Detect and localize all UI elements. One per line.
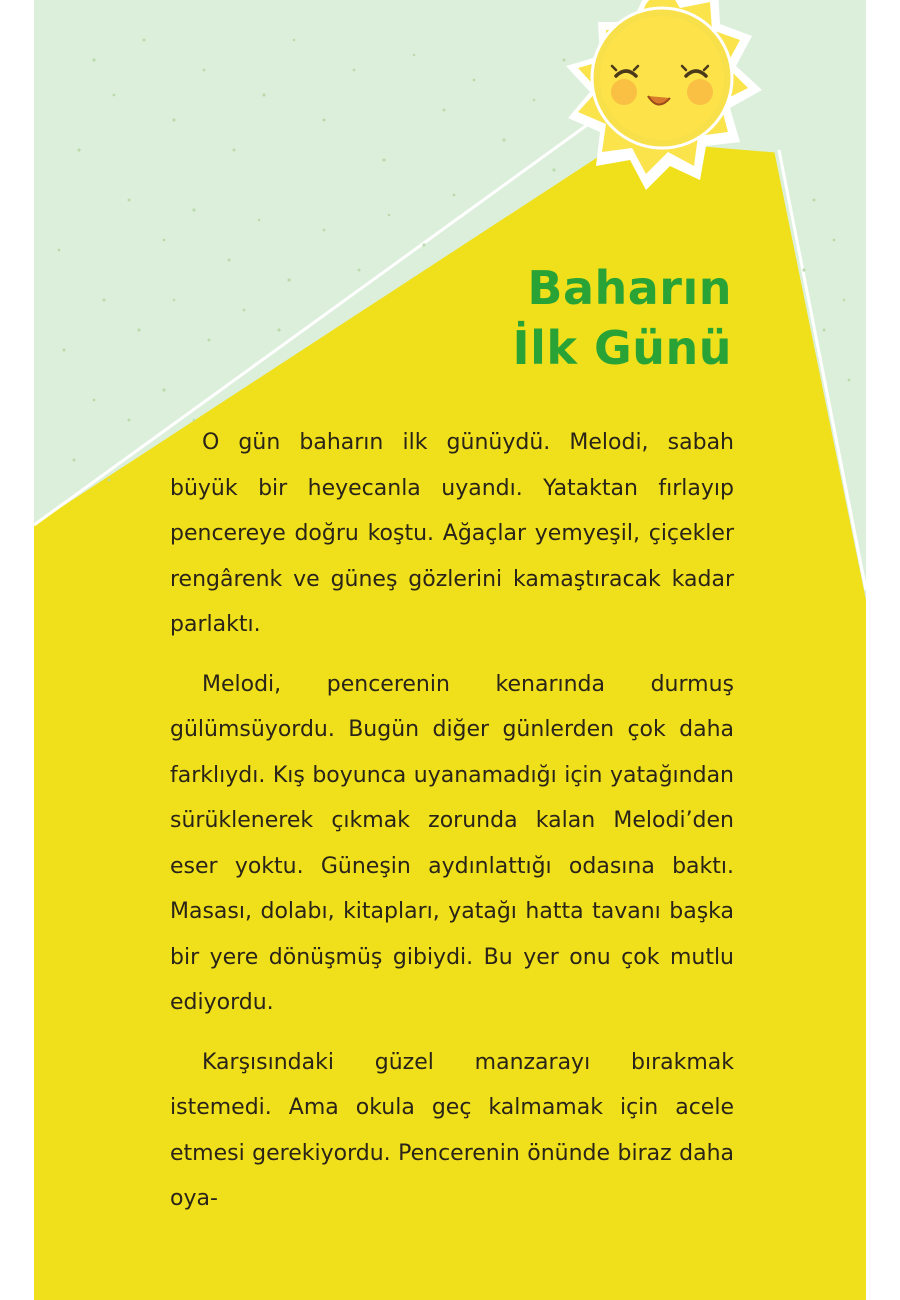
paragraph: Melodi, pencerenin kenarında durmuş gülümsüyordu. Bugün diğer günlerden çok daha farklıydı. Kış boyunca uyanamadığı için yatağından sürüklenerek çıkmak zorunda kalan Melodi’den eser yoktu. Güneşin aydınlattığı odasına baktı. Masası, dolabı, kitapları, yatağı hatta tavanı başka bir yere dönüşmüş gibiydi. Bu yer onu çok mutlu ediyordu. xyxy=(170,671,734,1015)
chapter-title xyxy=(513,258,733,378)
book-page xyxy=(34,0,866,1300)
chapter-title-line-1: Baharın xyxy=(527,261,732,315)
paragraph: Karşısındaki güzel manzarayı bırakmak istemedi. Ama okula geç kalmamak için acele etmesi gerekiyordu. Pencerenin önünde biraz daha oya- xyxy=(170,1049,734,1211)
chapter-title-line-2: İlk Günü xyxy=(512,321,732,375)
paragraph: O gün baharın ilk günüydü. Melodi, sabah büyük bir heyecanla uyandı. Yataktan fırlayıp pencereye doğru koştu. Ağaçlar yemyeşil, çiçekler rengârenk ve güneş gözlerini kamaştıracak kadar parlaktı. xyxy=(170,430,734,637)
story-text xyxy=(170,420,734,1236)
sky-area-right xyxy=(774,150,866,600)
